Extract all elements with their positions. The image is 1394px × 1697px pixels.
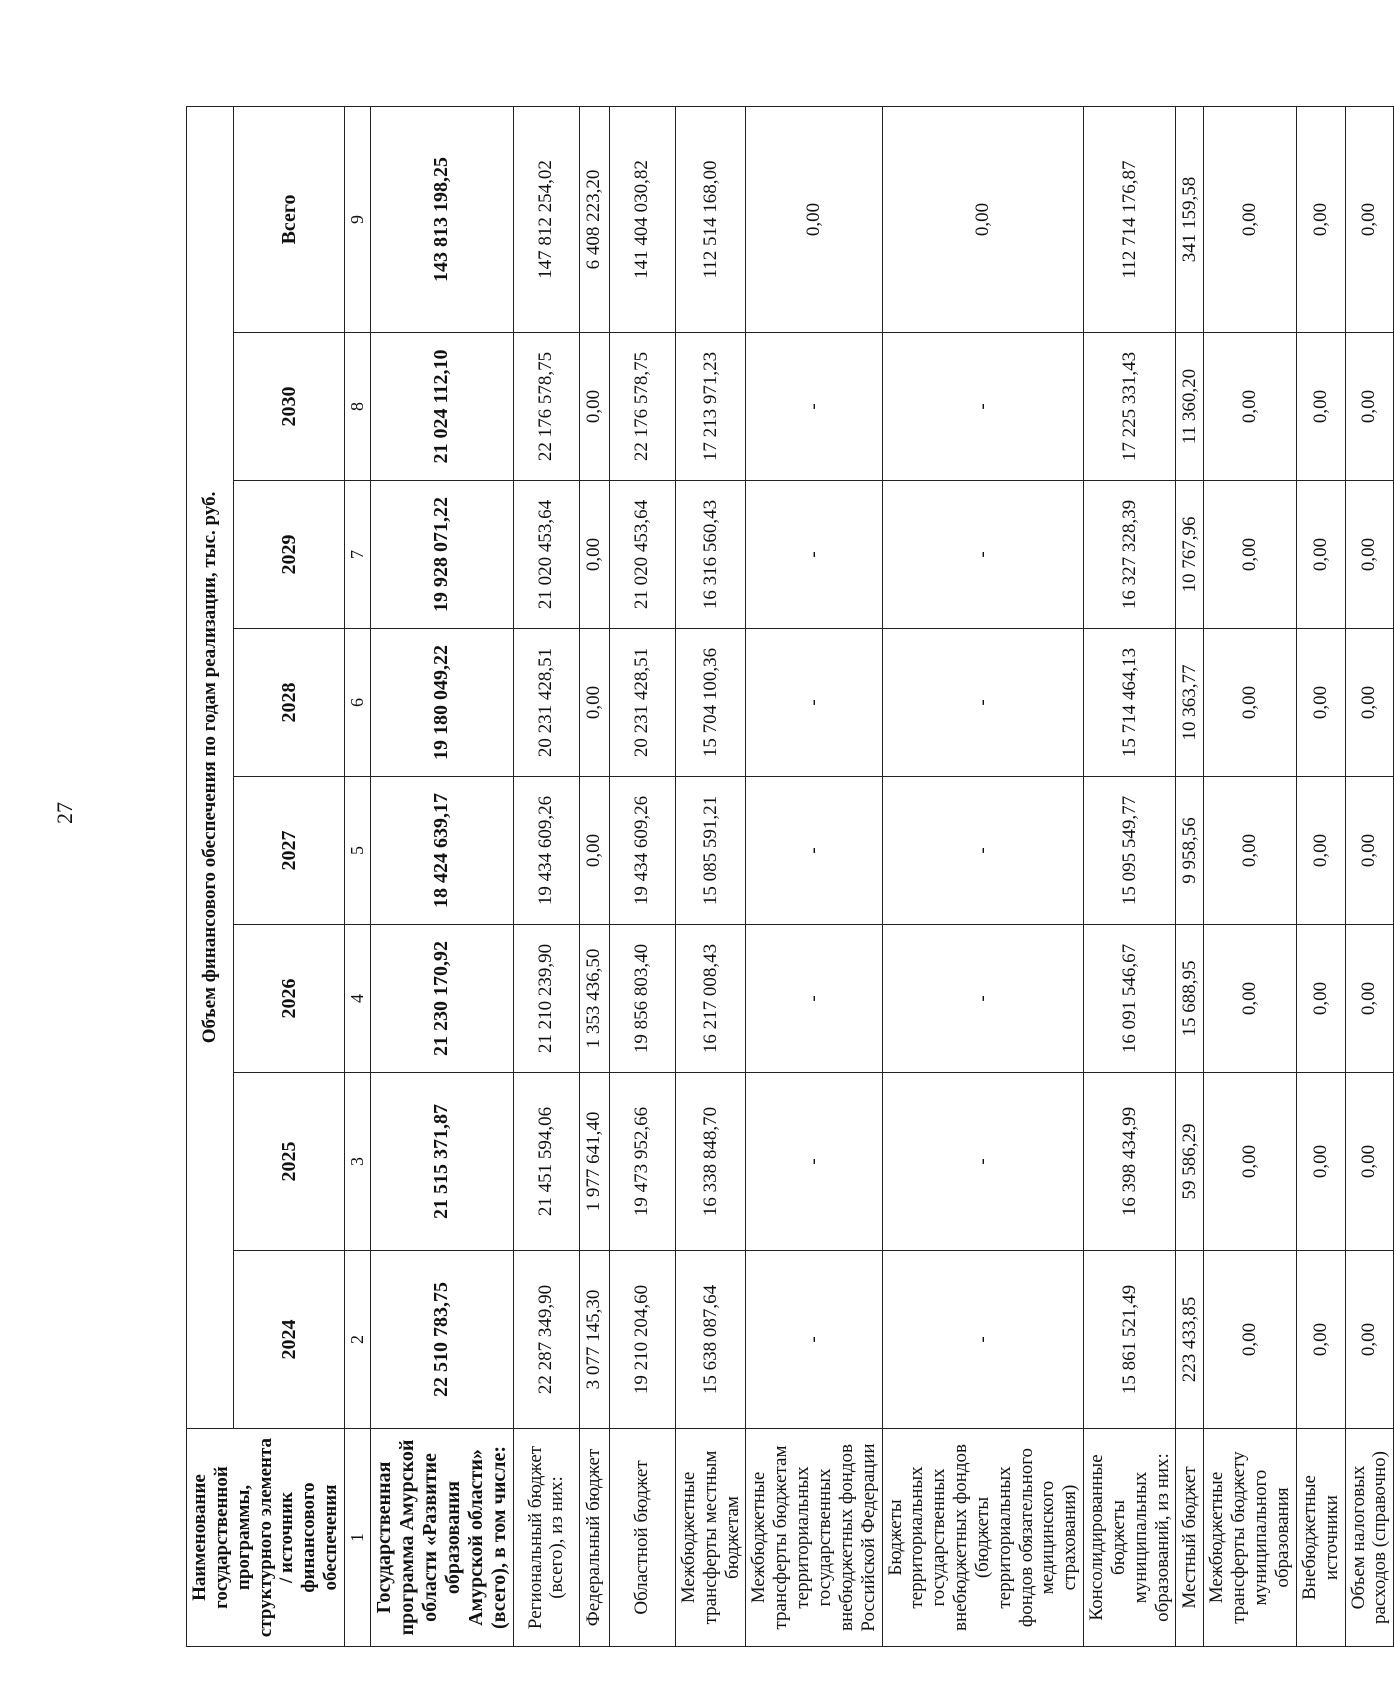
row-value-cell: 20 231 428,51: [609, 629, 675, 777]
table-row: [1296, 106, 1345, 1646]
year-header: 2029: [234, 481, 345, 629]
row-name-cell: Региональный бюджет (всего), из них:: [513, 1429, 579, 1647]
row-value-cell: 0,00: [1296, 777, 1345, 925]
row-value-cell: 21 515 371,87: [370, 1073, 513, 1251]
row-total-cell: 141 404 030,82: [609, 106, 675, 332]
table-row: [1084, 106, 1176, 1646]
table-row: [1345, 106, 1394, 1646]
row-total-cell: 0,00: [746, 106, 882, 332]
column-number: 3: [344, 1073, 370, 1251]
row-total-cell: 0,00: [882, 106, 1084, 332]
year-header: 2030: [234, 333, 345, 481]
row-name-cell: Областной бюджет: [609, 1429, 675, 1647]
row-value-cell: 0,00: [1345, 481, 1394, 629]
row-value-cell: 0,00: [1345, 1251, 1394, 1429]
row-value-cell: 16 398 434,99: [1084, 1073, 1176, 1251]
row-value-cell: 0,00: [1345, 1073, 1394, 1251]
row-total-cell: 112 714 176,87: [1084, 106, 1176, 332]
row-value-cell: -: [882, 333, 1084, 481]
row-value-cell: 223 433,85: [1176, 1251, 1204, 1429]
row-value-cell: 19 180 049,22: [370, 629, 513, 777]
row-value-cell: 19 434 609,26: [513, 777, 579, 925]
row-value-cell: 16 091 546,67: [1084, 925, 1176, 1073]
column-number: 1: [344, 1429, 370, 1647]
row-value-cell: -: [746, 629, 882, 777]
row-total-cell: 6 408 223,20: [579, 106, 609, 332]
financing-table-rotated: [186, 107, 1391, 1647]
row-name-cell: Бюджеты территориальных государственных внебюджетных фондов (бюджеты территориальных фондов обязательного медицинского страхования): [882, 1429, 1084, 1647]
row-value-cell: 17 213 971,23: [675, 333, 746, 481]
row-total-cell: 341 159,58: [1176, 106, 1204, 332]
row-value-cell: 0,00: [1345, 333, 1394, 481]
row-total-cell: 112 514 168,00: [675, 106, 746, 332]
row-value-cell: -: [882, 777, 1084, 925]
column-number: 4: [344, 925, 370, 1073]
row-total-cell: 143 813 198,25: [370, 106, 513, 332]
row-value-cell: 0,00: [1204, 777, 1296, 925]
table-row: [1204, 106, 1296, 1646]
row-value-cell: 15 714 464,13: [1084, 629, 1176, 777]
row-value-cell: 16 338 848,70: [675, 1073, 746, 1251]
row-value-cell: 1 353 436,50: [579, 925, 609, 1073]
row-value-cell: -: [746, 1073, 882, 1251]
row-total-cell: 0,00: [1204, 106, 1296, 332]
row-name-cell: Межбюджетные трансферты местным бюджетам: [675, 1429, 746, 1647]
row-value-cell: 0,00: [1296, 925, 1345, 1073]
row-name-cell: Консолидированные бюджеты муниципальных образований, из них:: [1084, 1429, 1176, 1647]
row-value-cell: 17 225 331,43: [1084, 333, 1176, 481]
row-value-cell: 0,00: [1204, 629, 1296, 777]
row-value-cell: 0,00: [579, 333, 609, 481]
table-body: [370, 106, 1393, 1646]
row-name-cell: Межбюджетные трансферты бюджету муниципального образования: [1204, 1429, 1296, 1647]
row-value-cell: 16 327 328,39: [1084, 481, 1176, 629]
row-total-cell: 0,00: [1296, 106, 1345, 332]
row-value-cell: -: [746, 777, 882, 925]
row-value-cell: 21 451 594,06: [513, 1073, 579, 1251]
page-number: 27: [52, 802, 77, 824]
row-value-cell: 19 434 609,26: [609, 777, 675, 925]
row-total-cell: 0,00: [1345, 106, 1394, 332]
row-value-cell: 3 077 145,30: [579, 1251, 609, 1429]
row-value-cell: 0,00: [1296, 333, 1345, 481]
row-value-cell: 19 856 803,40: [609, 925, 675, 1073]
row-value-cell: 21 210 239,90: [513, 925, 579, 1073]
financing-table: [186, 106, 1394, 1647]
row-value-cell: 0,00: [1204, 1073, 1296, 1251]
row-value-cell: 0,00: [1345, 629, 1394, 777]
row-value-cell: 16 217 008,43: [675, 925, 746, 1073]
row-value-cell: 0,00: [579, 481, 609, 629]
year-header: 2025: [234, 1073, 345, 1251]
row-value-cell: 0,00: [1296, 1251, 1345, 1429]
years-row: [234, 106, 345, 1646]
row-name-cell: Местный бюджет: [1176, 1429, 1204, 1647]
row-value-cell: -: [746, 1251, 882, 1429]
total-header: Всего: [234, 106, 345, 332]
row-value-cell: 21 024 112,10: [370, 333, 513, 481]
row-value-cell: 11 360,20: [1176, 333, 1204, 481]
column-number: 2: [344, 1251, 370, 1429]
row-value-cell: 9 958,56: [1176, 777, 1204, 925]
row-value-cell: 0,00: [1296, 481, 1345, 629]
column-number: 7: [344, 481, 370, 629]
row-value-cell: 15 638 087,64: [675, 1251, 746, 1429]
row-value-cell: -: [882, 629, 1084, 777]
row-value-cell: 0,00: [579, 629, 609, 777]
row-total-cell: 147 812 254,02: [513, 106, 579, 332]
row-value-cell: -: [746, 925, 882, 1073]
row-value-cell: 19 473 952,66: [609, 1073, 675, 1251]
table-row: [513, 106, 579, 1646]
table-row: [609, 106, 675, 1646]
column-numbers-row: [344, 106, 370, 1646]
row-value-cell: 0,00: [1204, 925, 1296, 1073]
table-row: [675, 106, 746, 1646]
row-value-cell: 21 230 170,92: [370, 925, 513, 1073]
row-value-cell: 1 977 641,40: [579, 1073, 609, 1251]
row-value-cell: 0,00: [1296, 1073, 1345, 1251]
row-value-cell: 21 020 453,64: [609, 481, 675, 629]
table-row: [1176, 106, 1204, 1646]
table-row: [579, 106, 609, 1646]
row-value-cell: 0,00: [1345, 777, 1394, 925]
row-value-cell: 0,00: [1296, 629, 1345, 777]
column-number: 6: [344, 629, 370, 777]
row-value-cell: -: [882, 1251, 1084, 1429]
row-value-cell: 22 176 578,75: [513, 333, 579, 481]
column-number: 8: [344, 333, 370, 481]
row-value-cell: 0,00: [1204, 481, 1296, 629]
row-value-cell: 15 861 521,49: [1084, 1251, 1176, 1429]
row-value-cell: 16 316 560,43: [675, 481, 746, 629]
row-value-cell: 0,00: [1345, 925, 1394, 1073]
name-column-header: Наименование государственной программы, структурного элемента / источник финансового обеспечения: [187, 1429, 345, 1647]
year-header: 2028: [234, 629, 345, 777]
column-number: 5: [344, 777, 370, 925]
year-header: 2026: [234, 925, 345, 1073]
row-value-cell: 10 767,96: [1176, 481, 1204, 629]
row-name-cell: Межбюджетные трансферты бюджетам территориальных государственных внебюджетных фондов Российской Федерации: [746, 1429, 882, 1647]
row-name-cell: Объем налоговых расходов (справочно): [1345, 1429, 1394, 1647]
row-value-cell: 10 363,77: [1176, 629, 1204, 777]
year-header: 2027: [234, 777, 345, 925]
row-value-cell: 18 424 639,17: [370, 777, 513, 925]
row-value-cell: 22 287 349,90: [513, 1251, 579, 1429]
row-value-cell: 0,00: [1204, 333, 1296, 481]
row-value-cell: 0,00: [1204, 1251, 1296, 1429]
year-header: 2024: [234, 1251, 345, 1429]
row-value-cell: 15 688,95: [1176, 925, 1204, 1073]
row-name-cell: Федеральный бюджет: [579, 1429, 609, 1647]
row-value-cell: 0,00: [579, 777, 609, 925]
table-row: [746, 106, 882, 1646]
table-row: [370, 106, 513, 1646]
row-name-cell: Государственная программа Амурской области «Развитие образования Амурской области» (всего), в том числе:: [370, 1429, 513, 1647]
row-value-cell: 15 704 100,36: [675, 629, 746, 777]
row-value-cell: 19 928 071,22: [370, 481, 513, 629]
row-value-cell: -: [882, 481, 1084, 629]
row-value-cell: 19 210 204,60: [609, 1251, 675, 1429]
group-title-header: Объем финансового обеспечения по годам реализации, тыс. руб.: [187, 106, 234, 1428]
row-value-cell: -: [882, 925, 1084, 1073]
row-value-cell: -: [746, 481, 882, 629]
row-value-cell: 22 510 783,75: [370, 1251, 513, 1429]
row-value-cell: -: [882, 1073, 1084, 1251]
row-value-cell: 15 085 591,21: [675, 777, 746, 925]
row-value-cell: 21 020 453,64: [513, 481, 579, 629]
row-value-cell: 15 095 549,77: [1084, 777, 1176, 925]
row-value-cell: 20 231 428,51: [513, 629, 579, 777]
row-name-cell: Внебюджетные источники: [1296, 1429, 1345, 1647]
column-number: 9: [344, 106, 370, 332]
table-row: [882, 106, 1084, 1646]
row-value-cell: 22 176 578,75: [609, 333, 675, 481]
row-value-cell: -: [746, 333, 882, 481]
row-value-cell: 59 586,29: [1176, 1073, 1204, 1251]
